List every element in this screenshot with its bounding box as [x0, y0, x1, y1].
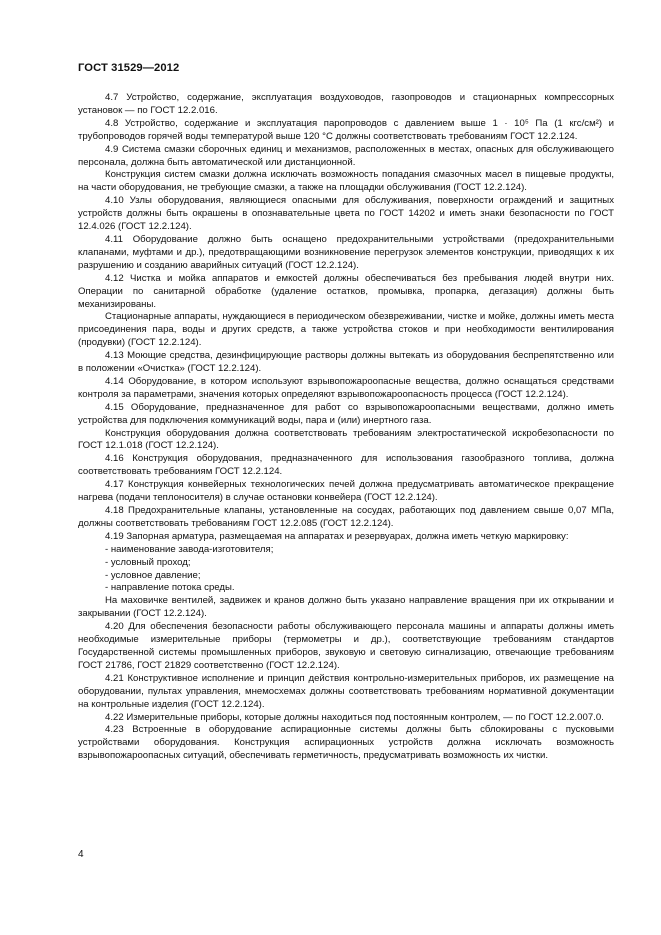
- paragraph: 4.21 Конструктивное исполнение и принцип действия контрольно-измерительных приборов, их размещение на оборудовании, пультах управления, мнемосхемах должны соответствовать требованиям нормативной документации на контрольные изделия (ГОСТ 12.2.124).: [78, 672, 614, 710]
- paragraph: 4.11 Оборудование должно быть оснащено предохранительными устройствами (предохранительными клапанами, муфтами и др.), предотвращающими возникновение перегрузок элементов конструкции, приводящих к их разрушению и созданию аварийных ситуаций (ГОСТ 12.2.124).: [78, 233, 614, 271]
- list-item: - условный проход;: [105, 556, 191, 568]
- paragraph: 4.17 Конструкция конвейерных технологических печей должна предусматривать автоматическое прекращение нагрева (подачи теплоносителя) в случае остановки конвейера (ГОСТ 12.2.124).: [78, 479, 614, 504]
- page-number: 4: [78, 849, 84, 860]
- paragraph: 4.9 Система смазки сборочных единиц и механизмов, расположенных в местах, опасных для обслуживающего персонала, должна быть автоматической или дистанционной.: [78, 143, 614, 168]
- paragraph: 4.10 Узлы оборудования, являющиеся опасными для обслуживания, поверхности ограждений и защитных устройств должны быть окрашены в опознавательные цвета по ГОСТ 14202 и иметь знаки безопасности по ГОСТ 12.4.026 (ГОСТ 12.2.124).: [78, 195, 614, 233]
- paragraph: 4.13 Моющие средства, дезинфицирующие растворы должны вытекать из оборудования беспрепятственно или в положении «Очистка» (ГОСТ 12.2.124).: [78, 350, 614, 375]
- paragraph: 4.7 Устройство, содержание, эксплуатация воздуховодов, газопроводов и стационарных компрессорных установок — по ГОСТ 12.2.016.: [78, 92, 614, 116]
- paragraph: Стационарные аппараты, нуждающиеся в периодическом обезвреживании, чистке и мойке, должны иметь места присоединения пара, воды и других средств, а также устройства стоков и при необходимости вентилирования (продувки) (ГОСТ 12.2.124).: [78, 311, 614, 349]
- paragraph: 4.15 Оборудование, предназначенное для работ со взрывопожароопасными веществами, должно иметь устройства для подключения коммуникаций воды, пара и (или) инертного газа.: [78, 401, 614, 426]
- paragraph: 4.19 Запорная арматура, размещаемая на аппаратах и резервуарах, должна иметь четкую маркировку:: [105, 530, 569, 542]
- paragraph: 4.18 Предохранительные клапаны, установленные на сосудах, работающих под давлением свыше 0,07 МПа, должны соответствовать требованиям ГОСТ 12.2.085 (ГОСТ 12.2.124).: [78, 505, 614, 529]
- paragraph: 4.16 Конструкция оборудования, предназначенного для использования газообразного топлива, должна соответствовать требованиям ГОСТ 12.2.124.: [78, 453, 614, 478]
- paragraph: 4.12 Чистка и мойка аппаратов и емкостей должны обеспечиваться без пребывания людей внутри них. Операции по санитарной обработке (удаление остатков, промывка, пропарка, дегазация) должны быть механизированы.: [78, 272, 614, 310]
- paragraph: 4.23 Встроенные в оборудование аспирационные системы должны быть сблокированы с пусковыми устройствами оборудования. Конструкция аспирационных устройств должна исключать возможность взрывопожароопасных ситуаций, обеспечивать герметичность, предусматривать возможность их чистки.: [78, 724, 614, 762]
- paragraph: 4.22 Измерительные приборы, которые должны находиться под постоянным контролем, — по ГОСТ 12.2.007.0.: [105, 711, 604, 723]
- paragraph: 4.20 Для обеспечения безопасности работы обслуживающего персонала машины и аппараты должны иметь необходимые измерительные приборы (термометры и др.), соответствующие требованиям стандартов Государственной системы промышленных приборов, звуковую и световую сигнализацию, отвечающие требованиям ГОСТ 21786, ГОСТ 21829 соответственно (ГОСТ 12.2.124).: [78, 621, 614, 671]
- list-item: - наименование завода-изготовителя;: [105, 543, 274, 555]
- paragraph: Конструкция оборудования должна соответствовать требованиям электростатической искробезопасности по ГОСТ 12.1.018 (ГОСТ 12.2.124).: [78, 427, 614, 452]
- document-body: [78, 92, 614, 763]
- standard-header: ГОСТ 31529—2012: [78, 62, 180, 74]
- list-item: - направление потока среды.: [105, 582, 235, 594]
- list-item: - условное давление;: [105, 569, 201, 581]
- paragraph: 4.8 Устройство, содержание и эксплуатация паропроводов с давлением выше 1 · 10⁵ Па (1 кгс/см²) и трубопроводов горячей воды температурой выше 120 °С должны соответствовать требованиям ГОСТ 12.2.124.: [78, 117, 614, 142]
- paragraph: На маховичке вентилей, задвижек и кранов должно быть указано направление вращения при их открывании и закрывании (ГОСТ 12.2.124).: [78, 595, 614, 620]
- paragraph: Конструкция систем смазки должна исключать возможность попадания смазочных масел в пищевые продукты, на части оборудования, не требующие смазки, а также на площадки обслуживания (ГОСТ 12.2.124).: [78, 169, 614, 194]
- paragraph: 4.14 Оборудование, в котором используют взрывопожароопасные вещества, должно оснащаться средствами контроля за параметрами, значения которых определяют взрывопожароопасность процесса (ГОСТ 12.2.124).: [78, 375, 614, 400]
